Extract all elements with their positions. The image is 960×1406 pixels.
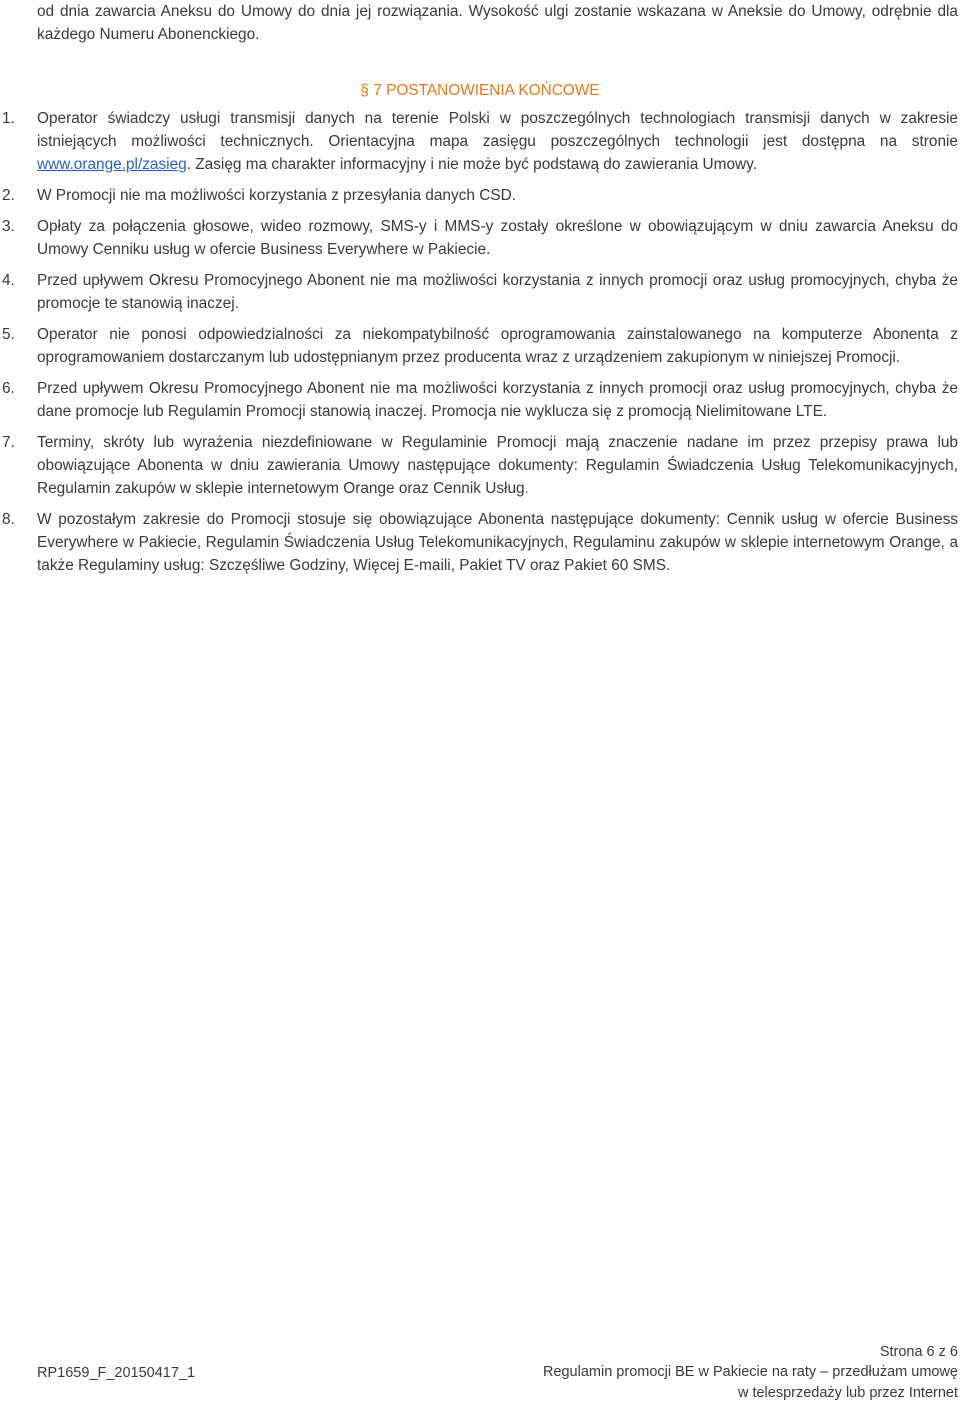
item-text: Opłaty za połączenia głosowe, wideo rozmowy, SMS-y i MMS-y zostały określone w obowiązującym w dniu zawarcia Aneksu do Umowy Cenniku usług w ofercie Business Everywhere w Pakiecie. [37, 218, 958, 258]
item-number: 1. [2, 110, 15, 127]
item-text: W Promocji nie ma możliwości korzystania z przesyłania danych CSD. [37, 187, 516, 204]
item-number: 8. [2, 511, 15, 528]
page-number: Strona 6 z 6 [879, 1344, 958, 1360]
item-text: Terminy, skróty lub wyrażenia niezdefiniowane w Regulaminie Promocji mają znaczenie nadane im przez przepisy prawa lub obowiązujące Abonenta w dniu zawierania Umowy następujące dokumenty: Regulamin Świadczenia Usług Telekomunikacyjnych, Regulamin zakupów w sklepie internetowym Orange oraz Cennik Usług [37, 434, 958, 497]
list-item-8 [0, 508, 958, 577]
section-heading: § 7 POSTANOWIENIA KOŃCOWE [360, 82, 600, 99]
list-item-1 [0, 107, 958, 176]
list-item-7 [0, 431, 958, 500]
item-text: Operator nie ponosi odpowiedzialności za niekompatybilność oprogramowania zainstalowanego na komputerze Abonenta z oprogramowaniem dostarczanym lub udostępnianym przez producenta wraz z urządzeniem zakupionym w niniejszej Promocji. [37, 326, 958, 366]
item-number: 4. [2, 272, 15, 289]
item-text: W pozostałym zakresie do Promocji stosuje się obowiązujące Abonenta następujące dokumenty: Cennik usług w ofercie Business Everywhere w Pakiecie, Regulamin Świadczenia Usług Telekomunikacyjnych, Regulaminu zakupów w sklepie internetowym Orange, a także Regulaminy usług: Szczęśliwe Godziny, Więcej E-maili, Pakiet TV oraz Pakiet 60 SMS. [37, 511, 958, 574]
list-item-6 [0, 377, 958, 423]
item-number: 2. [2, 187, 15, 204]
item-number: 6. [2, 380, 15, 397]
item-tail-period: . [524, 480, 529, 497]
item-text: Przed upływem Okresu Promocyjnego Abonent nie ma możliwości korzystania z innych promocji oraz usług promocyjnych, chyba że dane promocje lub Regulamin Promocji stanowią inaczej. Promocja nie wyklucza się z promocją Nielimitowane LTE. [37, 380, 958, 420]
list-item-4 [0, 269, 958, 315]
provisions-list [0, 107, 960, 585]
document-title-line-2: w telesprzedaży lub przez Internet [737, 1385, 958, 1401]
item-text: . Zasięg ma charakter informacyjny i nie może być podstawą do zawierania Umowy. [186, 156, 757, 173]
intro-paragraph: od dnia zawarcia Aneksu do Umowy do dnia jej rozwiązania. Wysokość ulgi zostanie wskazana w Aneksie do Umowy, odrębnie dla każdego Numeru Abonenckiego. [37, 3, 958, 43]
item-text: Operator świadczy usługi transmisji danych na terenie Polski w poszczególnych technologiach transmisji danych w zakresie istniejących możliwości technicznych. Orientacyjna mapa zasięgu poszczególnych technologii jest dostępna na stronie [37, 110, 958, 150]
coverage-map-link[interactable]: www.orange.pl/zasieg [37, 156, 187, 173]
list-item-5 [0, 323, 958, 369]
document-title-line-1: Regulamin promocji BE w Pakiecie na raty – przedłużam umowę [542, 1364, 958, 1380]
document-code: RP1659_F_20150417_1 [37, 1365, 196, 1381]
list-item-2 [0, 184, 958, 207]
list-item-3 [0, 215, 958, 261]
item-text: Przed upływem Okresu Promocyjnego Abonent nie ma możliwości korzystania z innych promocji oraz usług promocyjnych, chyba że promocje te stanowią inaczej. [37, 272, 958, 312]
document-title [543, 1362, 958, 1404]
item-number: 7. [2, 434, 15, 451]
item-number: 5. [2, 326, 15, 343]
item-number: 3. [2, 218, 15, 235]
